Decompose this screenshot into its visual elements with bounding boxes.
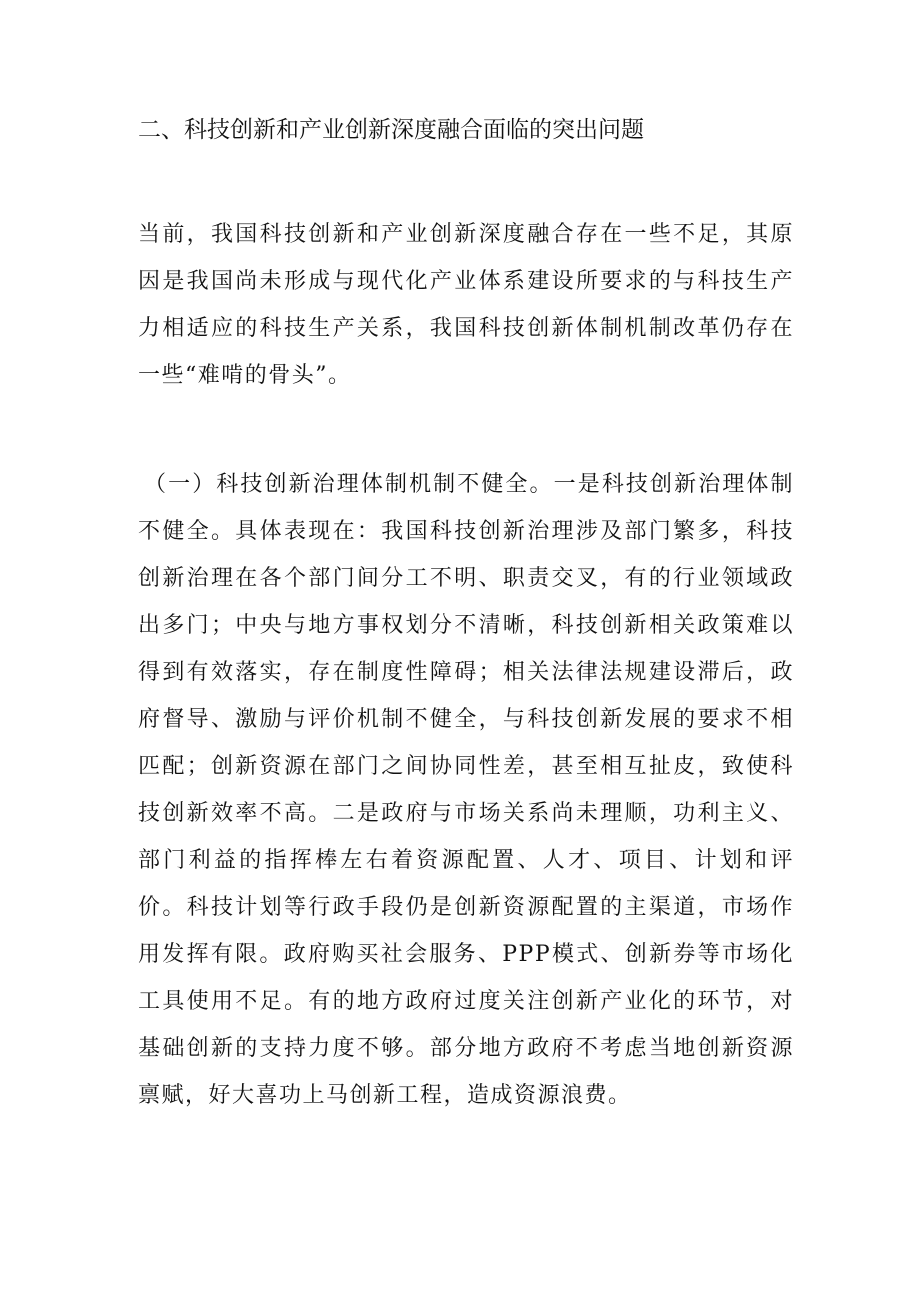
paragraph-intro: 当前，我国科技创新和产业创新深度融合存在一些不足，其原因是我国尚未形成与现代化产业体系建设所要求的与科技生产力相适应的科技生产关系，我国科技创新体制机制改革仍存在一些“难啃的骨头”。: [138, 222, 794, 388]
paragraph-governance: （一）科技创新治理体制机制不健全。一是科技创新治理体制不健全。具体表现在：我国科技创新治理涉及部门繁多，科技创新治理在各个部门间分工不明、职责交叉，有的行业领域政出多门；中央与地方事权划分不清晰，科技创新相关政策难以得到有效落实，存在制度性障碍；相关法律法规建设滞后，政府督导、激励与评价机制不健全，与科技创新发展的要求不相匹配；创新资源在部门之间协同性差，甚至相互扯皮，致使科技创新效率不高。二是政府与市场关系尚未理顺，功利主义、部门利益的指挥棒左右着资源配置、人才、项目、计划和评价。科技计划等行政手段仍是创新资源配置的主渠道，市场作用发挥有限。政府购买社会服务、PPP模式、创新券等市场化工具使用不足。有的地方政府过度关注创新产业化的环节，对基础创新的支持力度不够。部分地方政府不考虑当地创新资源禀赋，好大喜功上马创新工程，造成资源浪费。: [138, 472, 794, 1108]
section-heading: 二、科技创新和产业创新深度融合面临的突出问题: [138, 117, 644, 143]
